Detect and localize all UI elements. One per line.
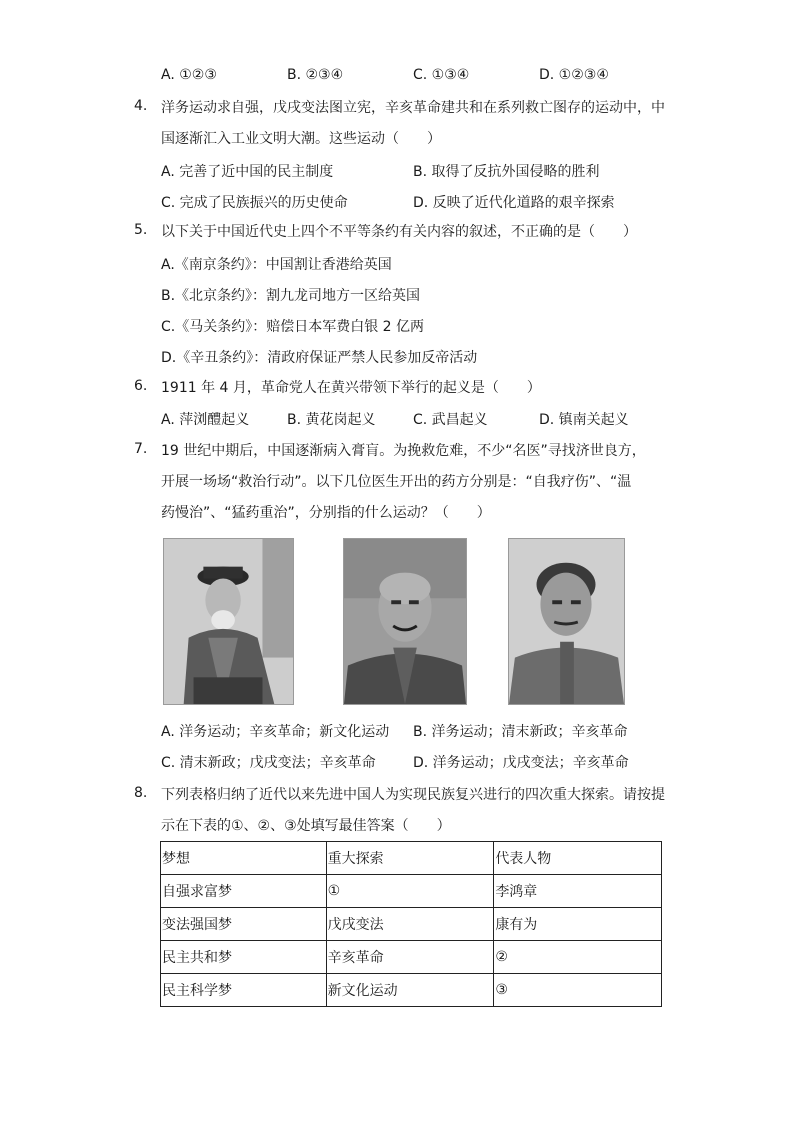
table-cell: 民主共和梦 <box>161 941 327 974</box>
table-cell: ① <box>326 875 494 908</box>
q5-option-a: A.《南京条约》：中国割让香港给英国 <box>161 257 392 273</box>
q3-option-a: A. ①②③ <box>161 67 217 83</box>
table-row <box>161 941 662 974</box>
q7-number: 7. <box>134 441 148 457</box>
q8-table <box>160 841 662 1007</box>
q6-option-d: D. 镇南关起义 <box>539 412 629 428</box>
q6-number: 6. <box>134 378 148 394</box>
q7-option-c: C. 清末新政；戊戌变法；辛亥革命 <box>161 755 376 771</box>
q7-option-a: A. 洋务运动；辛亥革命；新文化运动 <box>161 724 390 740</box>
table-header-exploration: 重大探索 <box>326 842 494 875</box>
q7-stem-line-1: 19 世纪中期后，中国逐渐病入膏肓。为挽救危难，不少“名医”寻找济世良方， <box>161 443 646 459</box>
q6-stem: 1911 年 4 月，革命党人在黄兴带领下举行的起义是（ ） <box>161 380 541 396</box>
q6-option-c: C. 武昌起义 <box>413 412 488 428</box>
table-cell: 康有为 <box>494 908 662 941</box>
table-cell: 辛亥革命 <box>326 941 494 974</box>
q3-option-d: D. ①②③④ <box>539 67 609 83</box>
table-header-figure: 代表人物 <box>494 842 662 875</box>
table-cell: 新文化运动 <box>326 974 494 1007</box>
q4-option-a: A. 完善了近中国的民主制度 <box>161 164 334 180</box>
q4-option-d: D. 反映了近代化道路的艰辛探索 <box>413 195 615 211</box>
table-cell: 民主科学梦 <box>161 974 327 1007</box>
q7-stem-line-2: 开展一场场“救治行动”。以下几位医生开出的药方分别是：“自我疗伤”、“温 <box>161 474 632 490</box>
q8-stem-line-2: 示在下表的①、②、③处填写最佳答案（ ） <box>161 818 451 834</box>
table-row <box>161 974 662 1007</box>
table-cell: 变法强国梦 <box>161 908 327 941</box>
table-header-row <box>161 842 662 875</box>
q7-option-d: D. 洋务运动；戊戌变法；辛亥革命 <box>413 755 629 771</box>
table-row <box>161 908 662 941</box>
q8-stem-line-1: 下列表格归纳了近代以来先进中国人为实现民族复兴进行的四次重大探索。请按提 <box>161 787 665 803</box>
q5-option-d: D.《辛丑条约》：清政府保证严禁人民参加反帝活动 <box>161 350 478 366</box>
q3-option-b: B. ②③④ <box>287 67 344 83</box>
table-cell: ② <box>494 941 662 974</box>
q3-option-c: C. ①③④ <box>413 67 470 83</box>
q4-number: 4. <box>134 98 148 114</box>
q6-option-b: B. 黄花岗起义 <box>287 412 376 428</box>
table-row <box>161 875 662 908</box>
q5-option-c: C.《马关条约》：赔偿日本军费白银 2 亿两 <box>161 319 425 335</box>
q4-stem-line-1: 洋务运动求自强，戊戌变法图立宪，辛亥革命建共和在系列救亡图存的运动中，中 <box>161 100 665 116</box>
table-cell: 自强求富梦 <box>161 875 327 908</box>
q8-number: 8. <box>134 785 148 801</box>
table-header-dream: 梦想 <box>161 842 327 875</box>
q7-stem-line-3: 药慢治”、“猛药重治”，分别指的什么运动？（ ） <box>161 505 491 521</box>
q5-number: 5. <box>134 222 148 238</box>
q5-stem: 以下关于中国近代史上四个不平等条约有关内容的叙述，不正确的是（ ） <box>161 224 637 240</box>
table-cell: 李鸿章 <box>494 875 662 908</box>
q4-option-b: B. 取得了反抗外国侵略的胜利 <box>413 164 600 180</box>
portrait-photo-2 <box>343 538 467 705</box>
q7-option-b: B. 洋务运动；清末新政；辛亥革命 <box>413 724 628 740</box>
q6-option-a: A. 萍浏醴起义 <box>161 412 250 428</box>
portrait-photo-3 <box>508 538 625 705</box>
q5-option-b: B.《北京条约》：割九龙司地方一区给英国 <box>161 288 421 304</box>
table-cell: 戊戌变法 <box>326 908 494 941</box>
q4-stem-line-2: 国逐渐汇入工业文明大潮。这些运动（ ） <box>161 131 441 147</box>
table-cell: ③ <box>494 974 662 1007</box>
q4-option-c: C. 完成了民族振兴的历史使命 <box>161 195 348 211</box>
portrait-photo-1 <box>163 538 294 705</box>
